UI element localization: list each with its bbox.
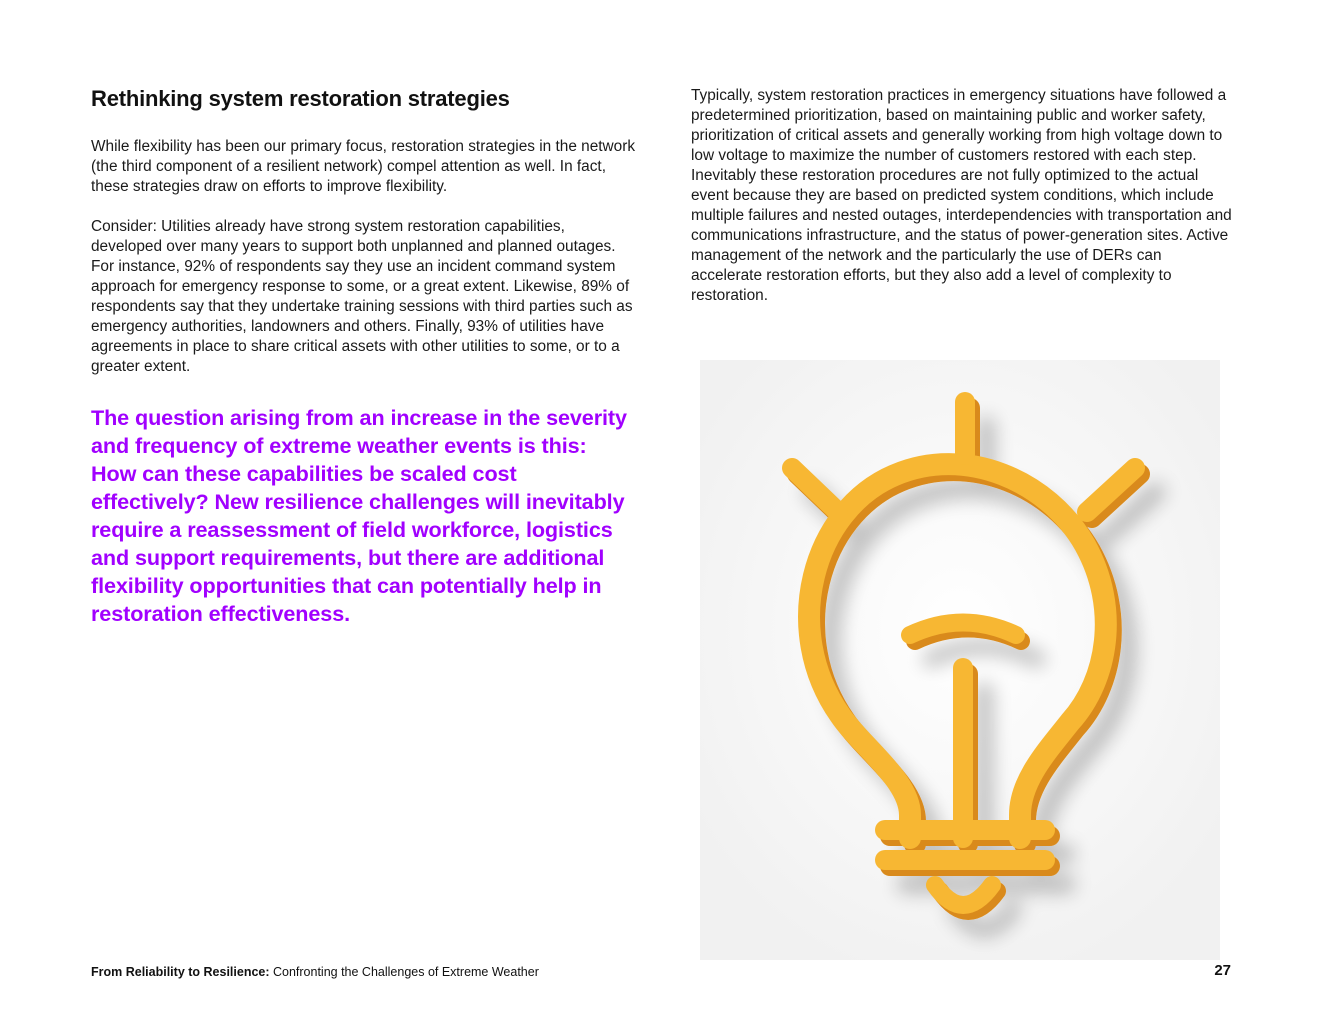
page-number: 27 bbox=[1214, 962, 1231, 979]
intro-paragraph: While flexibility has been our primary focus, restoration strategies in the network (the third component of a resilient network) compel attention as well. In fact, these strategies draw on efforts to improve flexibility. bbox=[91, 138, 636, 195]
right-column bbox=[691, 86, 1236, 306]
footer-title-bold: From Reliability to Resilience: bbox=[91, 965, 270, 979]
lightbulb-icon bbox=[700, 360, 1220, 960]
lightbulb-illustration bbox=[700, 360, 1220, 960]
page-footer bbox=[91, 963, 1231, 981]
footer-title-rest: Confronting the Challenges of Extreme Weather bbox=[269, 965, 539, 979]
capabilities-paragraph: Consider: Utilities already have strong system restoration capabilities, developed over many years to support both unplanned and planned outages. For instance, 92% of respondents say they use an incident command system approach for emergency response to some, or a great extent. Likewise, 89% of respondents say that they undertake training sessions with third parties such as emergency authorities, landowners and others. Finally, 93% of utilities have agreements in place to share critical assets with other utilities to some, or to a greater extent. bbox=[91, 218, 633, 375]
restoration-paragraph: Typically, system restoration practices in emergency situations have followed a predetermined prioritization, based on maintaining public and worker safety, prioritization of critical assets and generally working from high voltage down to low voltage to maximize the number of customers restored with each step. Inevitably these restoration procedures are not fully optimized to the actual event because they are based on predicted system conditions, which include multiple failures and nested outages, interdependencies with transportation and communications infrastructure, and the status of power-generation sites. Active management of the network and the particularly the use of DERs can accelerate restoration efforts, but they also add a level of complexity to restoration. bbox=[691, 87, 1232, 304]
pull-quote: The question arising from an increase in the severity and frequency of extreme weather events is this: How can these capabilities be scaled cost effectively? New resilience challenges will inevitably require a reassessment of field workforce, logistics and support requirements, but there are additional flexibility opportunities that can potentially help in restoration effectiveness. bbox=[91, 405, 627, 626]
section-heading: Rethinking system restoration strategies bbox=[91, 86, 510, 111]
left-column bbox=[91, 84, 636, 628]
